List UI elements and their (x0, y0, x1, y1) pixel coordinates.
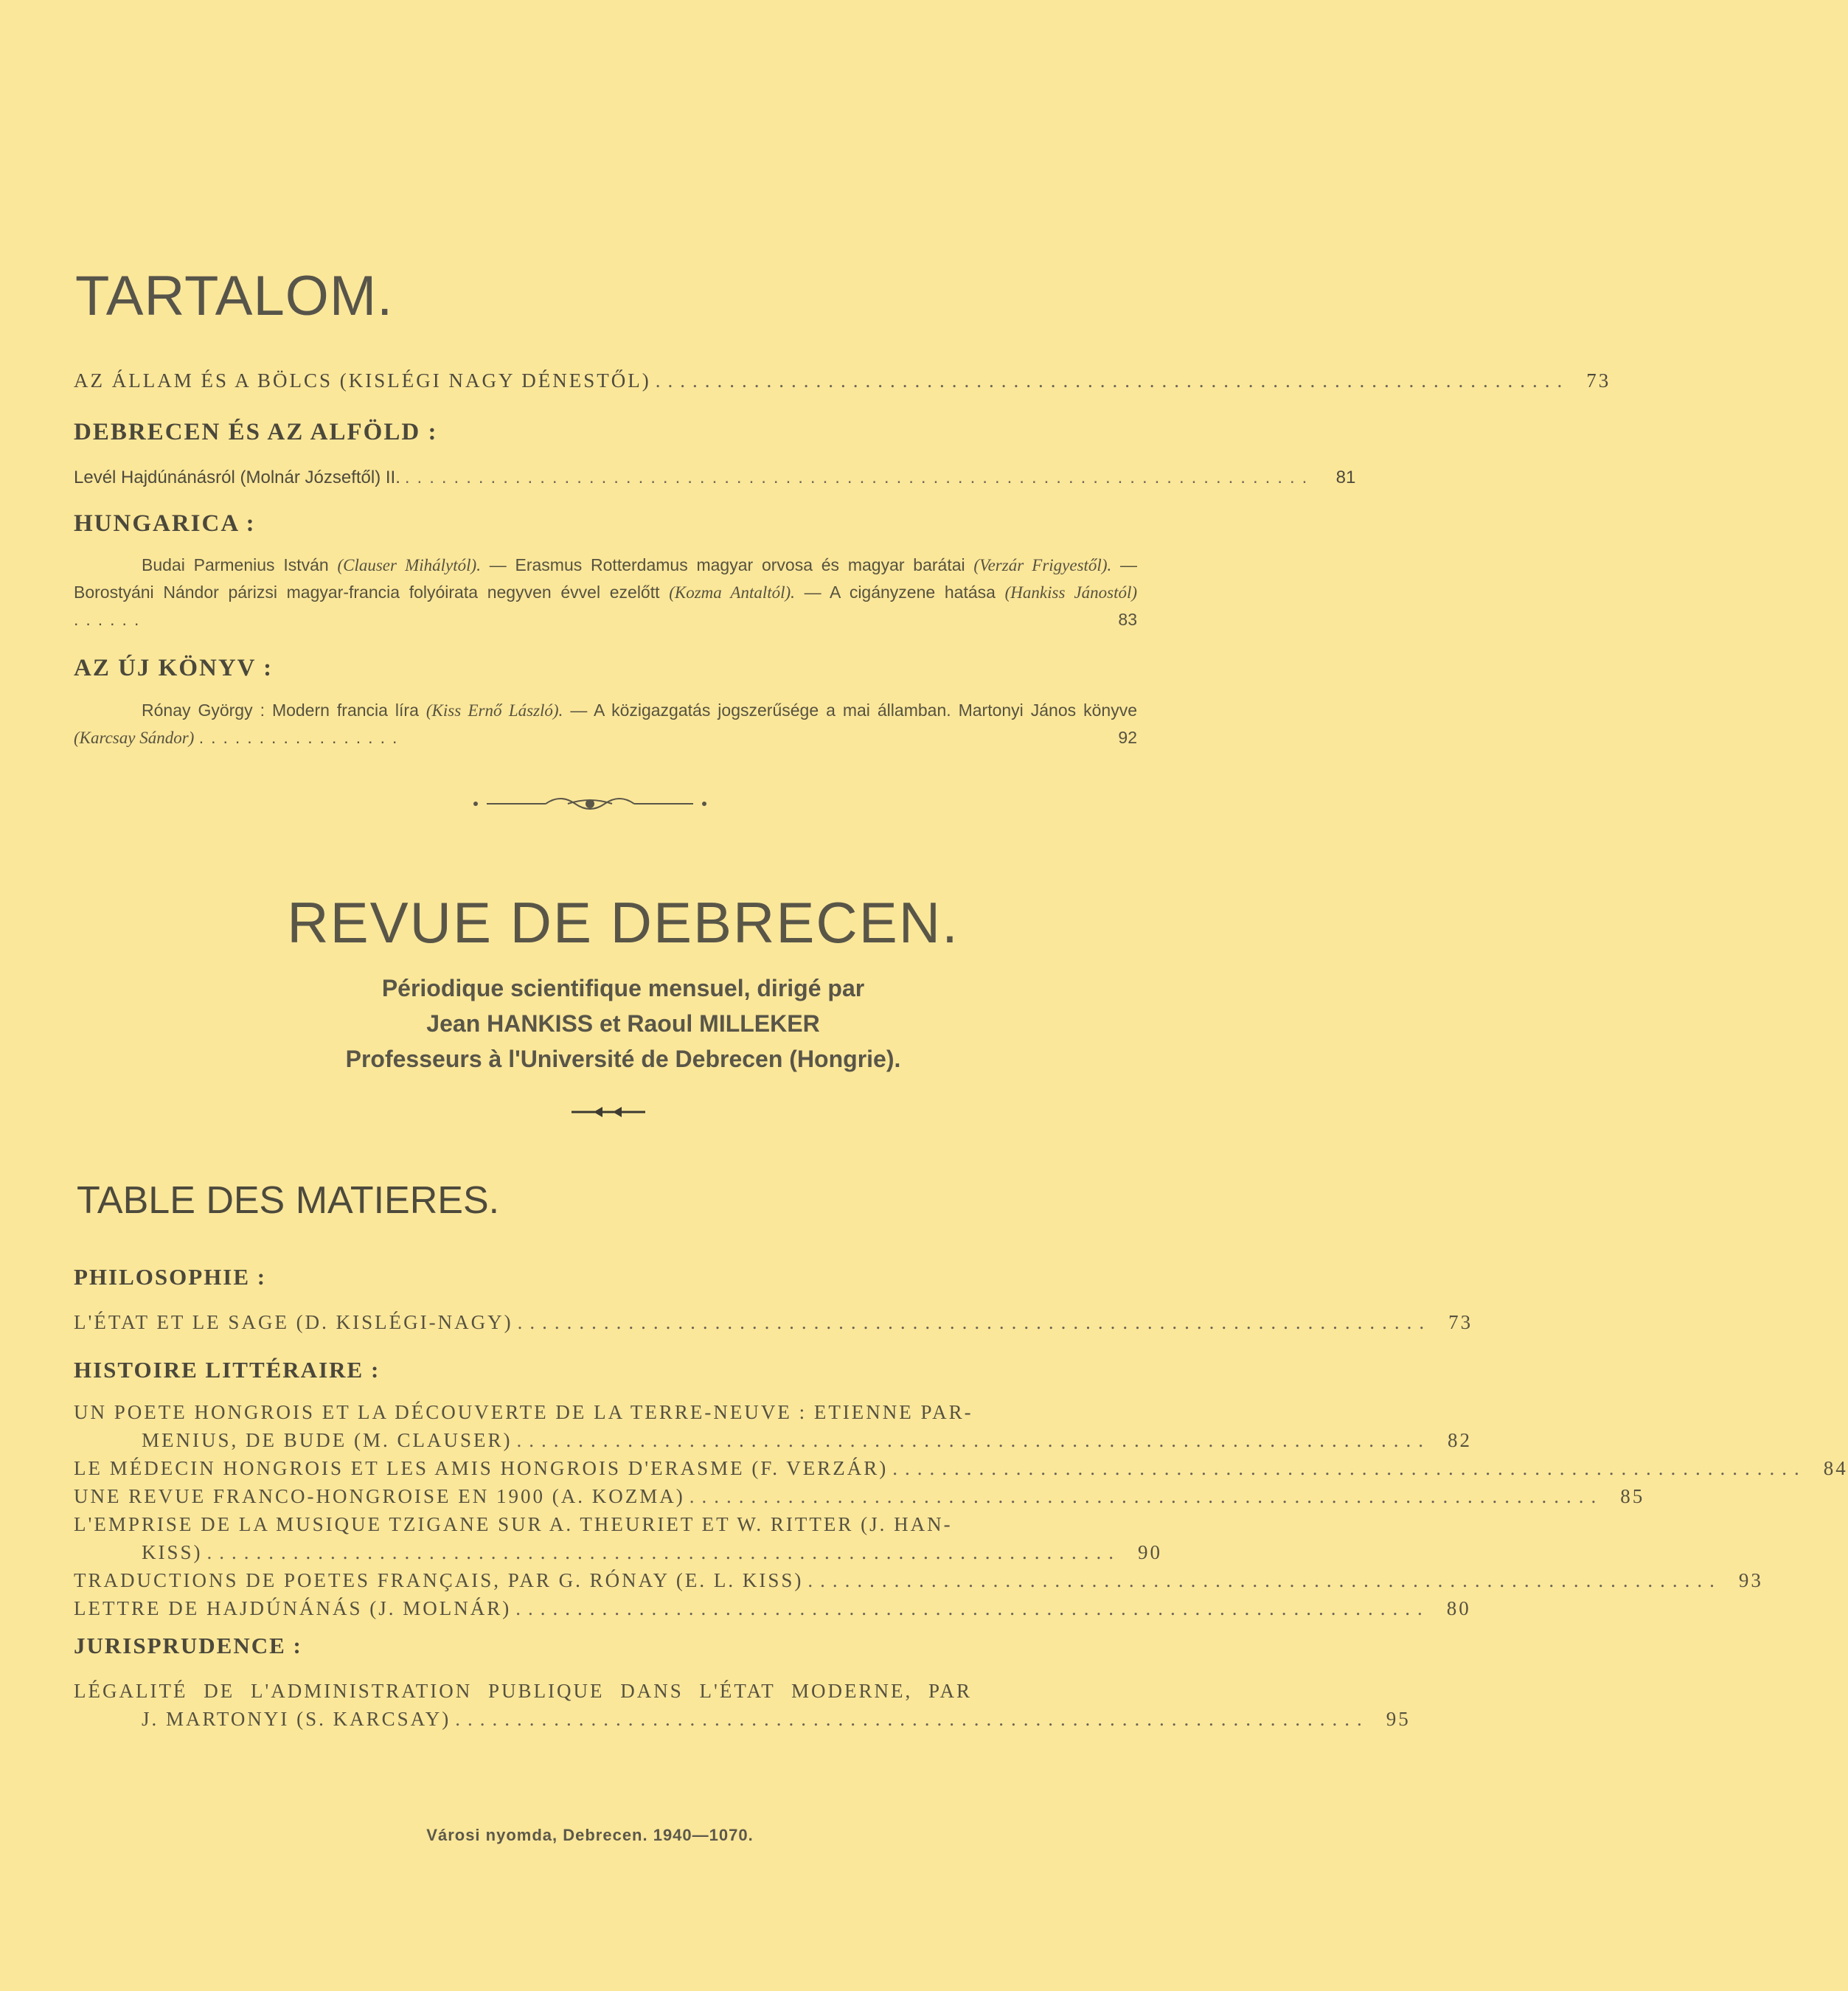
printer-footer: Városi nyomda, Debrecen. 1940—1070. (426, 1826, 754, 1844)
konyv-paragraph (74, 697, 1137, 751)
leader-dots: .......................................................................... (892, 1457, 1807, 1479)
entry-text-line2: J. MARTONYI (S. KARCSAY) (142, 1708, 451, 1730)
entry-text: LETTRE DE HAJDÚNÁNÁS (J. MOLNÁR) (74, 1597, 512, 1619)
leader-dots: .......................................................................... (807, 1569, 1722, 1591)
table-title: TABLE DES MATIERES. (77, 1179, 500, 1222)
page-number: 93 (1738, 1569, 1763, 1591)
entry-text-line1: UN POETE HONGROIS ET LA DÉCOUVERTE DE LA TERRE-NEUVE : ETIENNE PAR- (74, 1401, 973, 1423)
page-number: 84 (1823, 1457, 1848, 1479)
page-number: 83 (1118, 610, 1137, 629)
entry-text: AZ ÁLLAM ÉS A BÖLCS (KISLÉGI NAGY DÉNESTŐL) (74, 369, 651, 392)
toc-entry-revue (74, 1482, 1645, 1510)
arrow-divider-icon (572, 1105, 645, 1119)
revue-editors: Jean HANKISS et Raoul MILLEKER (426, 1010, 820, 1037)
entry-text: Levél Hajdúnánásról (Molnár Józseftől) II. (74, 468, 400, 487)
hungarica-item-1: Budai Parmenius István (142, 555, 329, 574)
page-number: 85 (1620, 1485, 1645, 1507)
entry-text-line2: MENIUS, DE BUDE (M. CLAUSER) (142, 1429, 513, 1451)
hungarica-item-3: — Borostyáni Nándor párizsi magyar-francia folyóirata negyven évvel ezelőtt (74, 555, 1138, 602)
toc-entry-lettre (74, 1594, 1471, 1622)
hungarica-item-4: — A cigányzene hatása (804, 583, 996, 602)
leader-dots: .......................................................................... (516, 1429, 1431, 1451)
section-histoire: HISTOIRE LITTÉRAIRE : (74, 1357, 381, 1383)
page-number: 92 (1118, 728, 1137, 747)
section-debrecen: DEBRECEN ÉS AZ ALFÖLD : (74, 419, 438, 445)
leader-dots: ................. (198, 728, 405, 747)
section-hungarica: HUNGARICA : (74, 510, 256, 537)
page-number: 90 (1138, 1541, 1163, 1563)
page-number: 81 (1335, 468, 1356, 487)
revue-affiliation: Professeurs à l'Université de Debrecen (Hongrie). (345, 1046, 901, 1072)
leader-dots: .......................................................................... (206, 1541, 1122, 1563)
konyv-item-1: Rónay György : Modern francia líra (142, 701, 419, 720)
leader-dots: .......................................................................... (689, 1485, 1604, 1507)
entry-text: L'ÉTAT ET LE SAGE (D. KISLÉGI-NAGY) (74, 1311, 513, 1333)
entry-text-line1: LÉGALITÉ DE L'ADMINISTRATION PUBLIQUE DANS L'ÉTAT MODERNE, PAR (74, 1680, 973, 1702)
leader-dots: .......................................................................... (655, 369, 1570, 392)
entry-text-line1: L'EMPRISE DE LA MUSIQUE TZIGANE SUR A. THEURIET ET W. RITTER (J. HAN- (74, 1513, 953, 1535)
section-jurisprudence: JURISPRUDENCE : (74, 1633, 302, 1658)
entry-text: LE MÉDECIN HONGROIS ET LES AMIS HONGROIS D'ERASME (F. VERZÁR) (74, 1457, 889, 1479)
page-number: 82 (1448, 1429, 1472, 1451)
toc-entry-medecin (74, 1454, 1848, 1482)
tartalom-title: TARTALOM. (75, 265, 394, 327)
toc-entry-etat (74, 1308, 1473, 1336)
hungarica-author-2: (Verzár Frigyestől). (973, 556, 1112, 574)
toc-entry-legalite (74, 1677, 1411, 1733)
page-number: 80 (1446, 1597, 1471, 1619)
konyv-author-2: (Karcsay Sándor) (74, 729, 195, 747)
page-number: 95 (1386, 1708, 1411, 1730)
hungarica-item-2: — Erasmus Rotterdamus magyar orvosa és magyar barátai (489, 555, 965, 574)
ornament-divider-icon (457, 789, 723, 819)
konyv-item-2: — A közigazgatás jogszerűsége a mai államban. Martonyi János könyve (570, 701, 1137, 720)
page-number: 73 (1448, 1311, 1473, 1333)
toc-entry-allam (74, 366, 1611, 395)
toc-entry-poete (74, 1398, 1472, 1454)
section-philosophie: PHILOSOPHIE : (74, 1264, 267, 1290)
section-uj-konyv: AZ ÚJ KÖNYV : (74, 655, 274, 681)
hungarica-author-3: (Kozma Antaltól). (669, 583, 795, 602)
entry-text-line2: KISS) (142, 1541, 203, 1563)
entry-text: TRADUCTIONS DE POETES FRANÇAIS, PAR G. RÓNAY (E. L. KISS) (74, 1569, 804, 1591)
page-number: 73 (1586, 369, 1611, 392)
toc-entry-traductions (74, 1566, 1763, 1594)
konyv-author-1: (Kiss Ernő László). (425, 701, 563, 720)
leader-dots: ...... (74, 610, 147, 629)
hungarica-author-4: (Hankiss Jánostól) (1004, 583, 1138, 602)
entry-text: UNE REVUE FRANCO-HONGROISE EN 1900 (A. KOZMA) (74, 1485, 685, 1507)
toc-entry-emprise (74, 1510, 1163, 1566)
leader-dots: .......................................................................... (455, 1708, 1369, 1730)
hungarica-author-1: (Clauser Mihálytól). (337, 556, 481, 574)
hungarica-paragraph (74, 552, 1137, 633)
leader-dots: .......................................................................... (404, 468, 1315, 487)
toc-entry-level (74, 463, 1356, 493)
leader-dots: .......................................................................... (515, 1597, 1430, 1619)
leader-dots: .......................................................................... (517, 1311, 1432, 1333)
revue-title: REVUE DE DEBRECEN. (287, 890, 959, 955)
revue-subtitle: Périodique scientifique mensuel, dirigé par (381, 975, 865, 1001)
